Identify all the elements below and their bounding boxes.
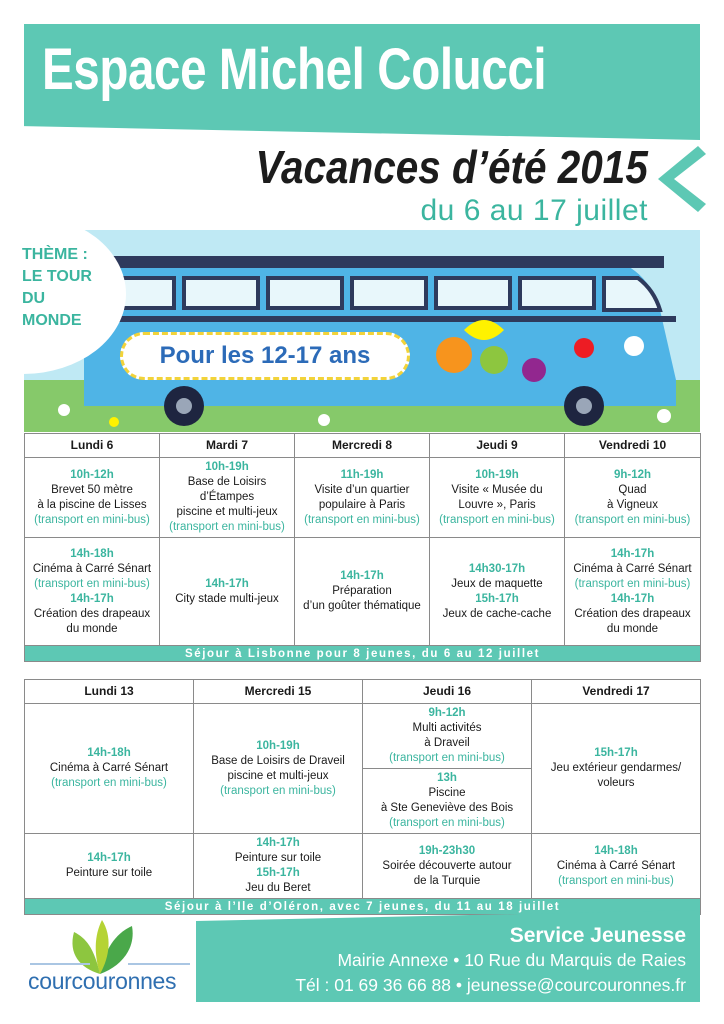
- table-row: [25, 458, 701, 538]
- transport-note: (transport en mini-bus): [389, 752, 505, 764]
- activity-text: du monde: [606, 622, 659, 635]
- transport-note: (transport en mini-bus): [389, 817, 505, 829]
- time-label: 14h-17h: [87, 852, 131, 864]
- theme-line: LE TOUR: [22, 268, 92, 285]
- activity-text: Préparation: [332, 585, 392, 597]
- time-label: 14h30-17h: [468, 562, 526, 575]
- activity-cell: [565, 538, 701, 646]
- time-label: 13h: [437, 772, 457, 784]
- time-label: 9h-12h: [428, 707, 466, 719]
- activity-text: Cinéma à Carré Sénart: [32, 562, 152, 575]
- activity-text: populaire à Paris: [318, 498, 406, 511]
- time-label: 14h-18h: [70, 547, 114, 560]
- table-header-row: [25, 434, 701, 458]
- activity-cell: [565, 458, 701, 538]
- logo-divider: [30, 963, 90, 965]
- sejour-banner: Séjour à l’Ile d’Oléron, avec 7 jeunes, du 11 au 18 juillet: [25, 899, 701, 915]
- activity-text: Quad: [618, 483, 647, 496]
- activity-text: à Vigneux: [607, 498, 658, 511]
- activity-text: Création des drapeaux: [33, 607, 151, 620]
- activity-text: Visite d’un quartier: [314, 483, 410, 496]
- bus-image: [24, 230, 700, 432]
- transport-note: (transport en mini-bus): [574, 513, 691, 526]
- transport-note: (transport en mini-bus): [220, 784, 336, 797]
- table-row: [25, 834, 701, 899]
- activity-text: Cinéma à Carré Sénart: [556, 859, 676, 872]
- service-name: Service Jeunesse: [509, 924, 686, 947]
- time-label: 15h-17h: [256, 867, 300, 879]
- activity-cell: [160, 538, 295, 646]
- activity-cell: [430, 458, 565, 538]
- transport-note: (transport en mini-bus): [304, 513, 420, 526]
- activity-text: Création des drapeaux: [574, 607, 691, 620]
- activity-text: d’un goûter thématique: [303, 600, 421, 612]
- activity-cell: [25, 834, 194, 899]
- activity-text: piscine et multi-jeux: [176, 506, 278, 518]
- activity-cell: [363, 769, 532, 834]
- sejour-row: [25, 899, 701, 915]
- time-label: 10h-19h: [256, 739, 300, 752]
- transport-note: (transport en mini-bus): [51, 777, 167, 789]
- page-subtitle: Vacances d’été 2015: [255, 141, 648, 193]
- contact-info: Tél : 01 69 36 66 88 • jeunesse@courcouronnes.fr: [295, 975, 686, 995]
- activity-text: Jeux de cache-cache: [442, 607, 552, 620]
- activity-cell: [295, 538, 430, 646]
- sejour-row: [25, 646, 701, 662]
- activity-text: Jeu extérieur gendarmes/: [550, 762, 682, 774]
- table-header-row: [25, 680, 701, 704]
- activity-text: à la piscine de Lisses: [37, 498, 147, 511]
- transport-note: (transport en mini-bus): [34, 577, 150, 590]
- activity-text: Brevet 50 mètre: [51, 483, 133, 496]
- table-row: [25, 704, 701, 769]
- activity-cell: [363, 704, 532, 769]
- activity-text: à Draveil: [424, 737, 470, 749]
- time-label: 14h-17h: [610, 592, 655, 605]
- activity-cell: [194, 704, 363, 834]
- time-label: 15h-17h: [594, 747, 638, 759]
- activity-text: Piscine: [428, 787, 466, 799]
- activity-text: du monde: [66, 622, 118, 635]
- bus-illustration: [24, 230, 700, 432]
- date-range: du 6 au 17 juillet: [420, 194, 648, 227]
- transport-note: (transport en mini-bus): [34, 513, 150, 526]
- schedule-week-1: [24, 433, 701, 662]
- day-header: Vendredi 17: [532, 680, 701, 704]
- day-header: Mardi 7: [160, 434, 295, 458]
- day-header: Vendredi 10: [565, 434, 701, 458]
- activity-text: d’Étampes: [199, 491, 255, 503]
- activity-text: Jeux de maquette: [451, 577, 543, 590]
- activity-cell: [25, 538, 160, 646]
- transport-note: (transport en mini-bus): [574, 577, 691, 590]
- activity-text: Soirée découverte autour: [382, 859, 512, 872]
- activity-text: Base de Loisirs: [187, 476, 267, 488]
- sejour-banner: Séjour à Lisbonne pour 8 jeunes, du 6 au 12 juillet: [25, 646, 701, 662]
- activity-cell: [430, 538, 565, 646]
- address: Mairie Annexe • 10 Rue du Marquis de Raies: [337, 950, 686, 970]
- schedule-week-2: [24, 679, 701, 915]
- day-header: Jeudi 16: [363, 680, 532, 704]
- day-header: Mercredi 15: [194, 680, 363, 704]
- page-title: Espace Michel Colucci: [42, 37, 547, 102]
- activity-cell: [295, 458, 430, 538]
- activity-cell: [532, 834, 701, 899]
- age-range-banner: [120, 332, 410, 380]
- activity-text: Visite « Musée du: [451, 483, 543, 496]
- age-range-label: Pour les 12-17 ans: [159, 342, 371, 369]
- time-label: 11h-19h: [340, 468, 384, 481]
- time-label: 19h-23h30: [418, 844, 476, 857]
- activity-text: Multi activités: [412, 722, 482, 734]
- city-logo-text: courcouronnes: [28, 968, 177, 994]
- activity-cell: [532, 704, 701, 834]
- day-header: Mercredi 8: [295, 434, 430, 458]
- activity-text: Peinture sur toile: [65, 867, 153, 879]
- transport-note: (transport en mini-bus): [439, 513, 555, 526]
- activity-cell: [25, 704, 194, 834]
- time-label: 14h-17h: [610, 547, 655, 560]
- theme-line: MONDE: [22, 312, 82, 329]
- activity-text: Base de Loisirs de Draveil: [211, 754, 345, 767]
- activity-text: Jeu du Beret: [245, 882, 311, 894]
- transport-note: (transport en mini-bus): [169, 521, 285, 533]
- activity-text: voleurs: [597, 777, 635, 789]
- logo-divider: [128, 963, 190, 965]
- activity-text: City stade multi-jeux: [175, 592, 279, 605]
- activity-text: Cinéma à Carré Sénart: [49, 762, 169, 774]
- activity-cell: [25, 458, 160, 538]
- activity-text: Louvre », Paris: [458, 498, 536, 511]
- day-header: Jeudi 9: [430, 434, 565, 458]
- activity-text: piscine et multi-jeux: [227, 769, 329, 782]
- time-label: 14h-17h: [70, 592, 114, 605]
- transport-note: (transport en mini-bus): [558, 874, 674, 887]
- time-label: 10h-19h: [205, 461, 249, 473]
- activity-text: de la Turquie: [413, 874, 481, 887]
- activity-text: Cinéma à Carré Sénart: [573, 562, 692, 575]
- chevron-left-icon: [652, 144, 706, 214]
- day-header: Lundi 6: [25, 434, 160, 458]
- time-label: 14h-18h: [594, 844, 638, 857]
- time-label: 10h-12h: [70, 468, 114, 481]
- activity-text: à Ste Geneviève des Bois: [380, 802, 514, 814]
- time-label: 14h-17h: [256, 837, 300, 849]
- day-header: Lundi 13: [25, 680, 194, 704]
- time-label: 14h-17h: [340, 570, 384, 582]
- activity-cell: [160, 458, 295, 538]
- activity-cell: [194, 834, 363, 899]
- time-label: 15h-17h: [475, 592, 519, 605]
- time-label: 14h-18h: [87, 747, 131, 759]
- time-label: 14h-17h: [205, 577, 249, 590]
- table-row: [25, 538, 701, 646]
- theme-line: DU: [22, 290, 46, 307]
- activity-text: Peinture sur toile: [234, 852, 322, 864]
- theme-line: THÈME :: [22, 246, 88, 263]
- theme-label: [22, 244, 122, 332]
- activity-cell: [363, 834, 532, 899]
- time-label: 10h-19h: [475, 468, 519, 481]
- time-label: 9h-12h: [613, 468, 652, 481]
